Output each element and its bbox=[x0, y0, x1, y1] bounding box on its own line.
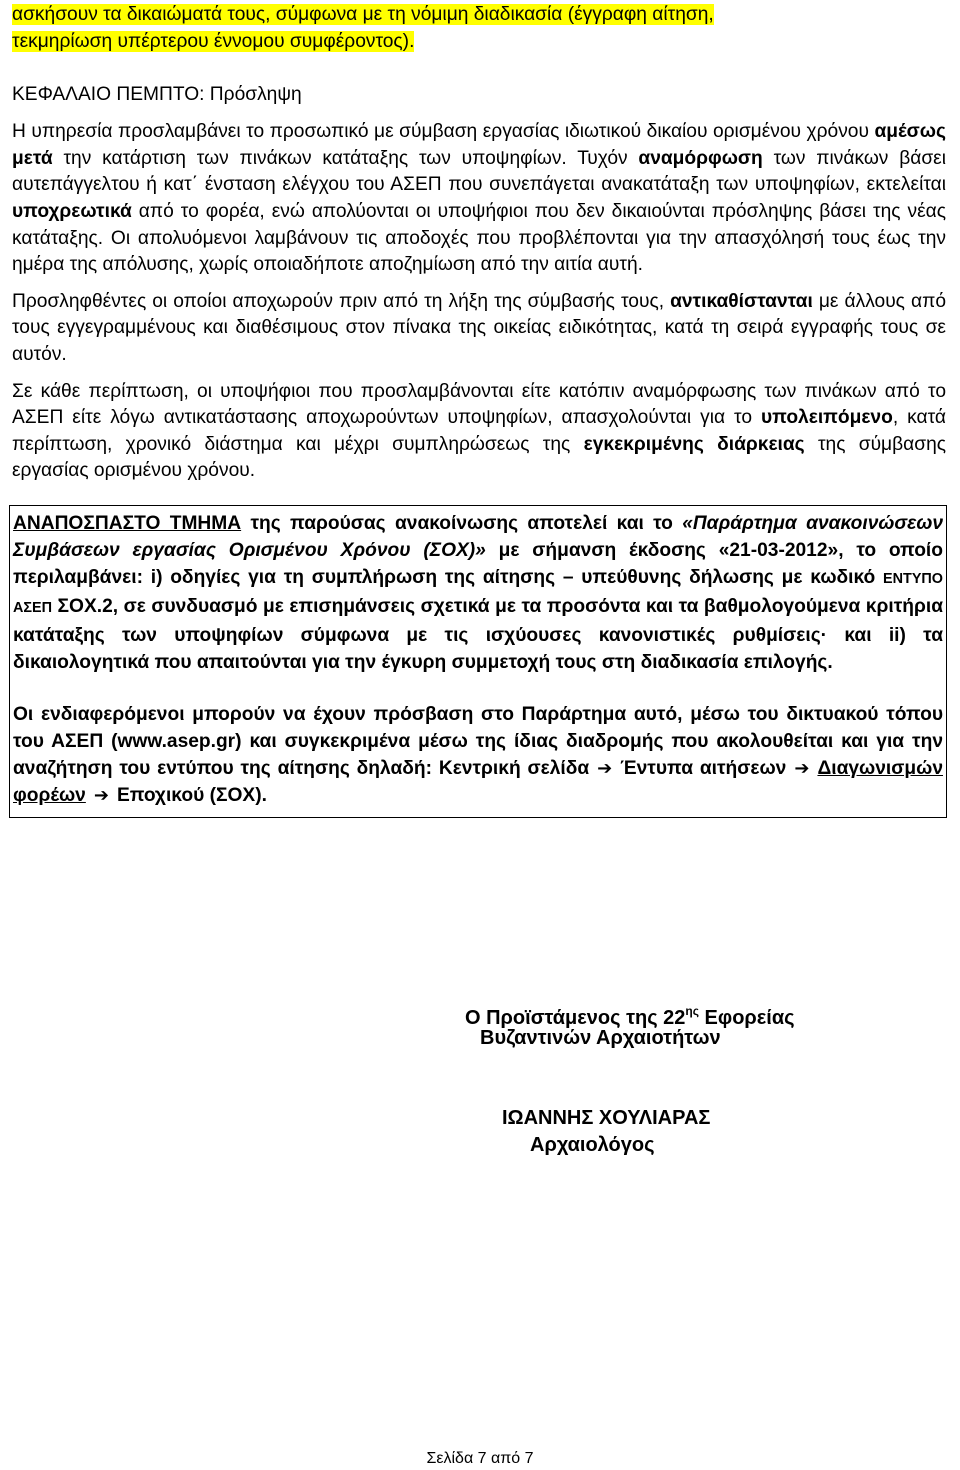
document-page bbox=[12, 2, 946, 818]
signatory-name: ΙΩΑΝΝΗΣ ΧΟΥΛΙΑΡΑΣ bbox=[502, 1107, 711, 1129]
signature-title-line: Ο Προϊστάμενος της $22^{\eta\varsigma}$ Εφορείας bbox=[465, 1004, 795, 1029]
annex-paragraph: ΑΝΑΠΟΣΠΑΣΤΟ ΤΜΗΜΑ της παρούσας ανακοίνωσης αποτελεί και το «Παράρτημα ανακοινώσεων Συμβάσεων εργασίας Ορισμένου Χρόνου (ΣΟΧ)» με σήμανση έκδοσης «21-03-2012», το οποίο περιλαμβάνει: i) οδηγίες για τη συμπλήρωση της αίτησης – υπεύθυνης δήλωσης με κωδικό ΕΝΤΥΠΟ ΑΣΕΠ ΣΟΧ.2, σε συνδυασμό με επισημάνσεις σχετικά με τα προσόντα και τα βαθμολογούμενα κριτήρια κατάταξης των υποψηφίων σύμφωνα με τις ισχύουσες κανονιστικές ρυθμίσεις· και ii) τα δικαιολογητικά που απαιτούνται για την έγκυρη συμμετοχή τους στη διαδικασία επιλογής. bbox=[13, 512, 943, 673]
right-arrow-icon: ➔ bbox=[93, 784, 109, 806]
signatory-role: Αρχαιολόγος bbox=[530, 1134, 655, 1156]
paragraph-duration: Σε κάθε περίπτωση, οι υποψήφιοι που προσλαμβάνονται είτε κατόπιν αναμόρφωσης των πινάκων από το ΑΣΕΠ είτε λόγω αντικατάστασης αποχωρούντων υποψηφίων, απασχολούνται για το υπολειπόμενο, κατά περίπτωση, χρονικό διάστημα και μέχρι συμπληρώσεως της εγκεκριμένης διάρκειας της σύμβασης εργασίας ορισμένου χρόνου. bbox=[12, 380, 947, 482]
paragraph-hiring: Η υπηρεσία προσλαμβάνει το προσωπικό με σύμβαση εργασίας ιδιωτικού δικαίου ορισμένου χρόνου αμέσως μετά την κατάρτιση των πινάκων κατάταξης των υποψηφίων. Τυχόν αναμόρφωση των πινάκων βάσει αυτεπάγγελτου ή κατ΄ ένσταση ελέγχου του ΑΣΕΠ που συνεπάγεται ανακατάταξη των υποψηφίων, εκτελείται υποχρεωτικά από το φορέα, ενώ απολύονται οι υποψήφιοι που δεν δικαιούνται πρόσληψης βάσει της νέας κατάταξης. Οι απολυόμενοι λαμβάνουν τις αποδοχές που προβλέπονται για την απασχόλησή τους έως την ημέρα της απόλυσης, χωρίς οποιαδήποτε αποζημίωση από την αιτία αυτή. bbox=[12, 121, 946, 276]
signature-office-line: Βυζαντινών Αρχαιοτήτων bbox=[480, 1027, 721, 1049]
continued-text bbox=[12, 2, 946, 55]
right-arrow-icon: ➔ bbox=[794, 757, 810, 779]
annex-box bbox=[9, 505, 947, 818]
highlighted-line-1: ασκήσουν τα δικαιώματά τους, σύμφωνα με τη νόμιμη διαδικασία (έγγραφη αίτηση, bbox=[12, 4, 714, 25]
chapter-title: ΚΕΦΑΛΑΙΟ ΠΕΜΠΤΟ: Πρόσληψη bbox=[12, 84, 302, 106]
paragraph-replacement: Προσληφθέντες οι οποίοι αποχωρούν πριν από τη λήξη της σύμβασής τους, αντικαθίστανται με άλλους από τους εγγεγραμμένους και διαθέσιμους στον πίνακα της οικείας ειδικότητας, κατά τη σειρά εγγραφής τους σε αυτόν. bbox=[12, 290, 946, 365]
highlighted-line-2: τεκμηρίωση υπέρτερου έννομου συμφέροντος). bbox=[12, 30, 415, 52]
page-number: Σελίδα 7 από 7 bbox=[426, 1450, 534, 1467]
right-arrow-icon: ➔ bbox=[597, 757, 613, 779]
annex-access-paragraph: Οι ενδιαφερόμενοι μπορούν να έχουν πρόσβαση στο Παράρτημα αυτό, μέσω του δικτυακού τόπου του ΑΣΕΠ (www.asep.gr) και συγκεκριμένα μέσω της ίδιας διαδρομής που ακολουθείται και για την αναζήτηση του εντύπου της αίτησης δηλαδή: Κεντρική σελίδα ➔ Έντυπα αιτήσεων ➔ Διαγωνισμών φορέων ➔ Εποχικού (ΣΟΧ). bbox=[13, 703, 943, 806]
